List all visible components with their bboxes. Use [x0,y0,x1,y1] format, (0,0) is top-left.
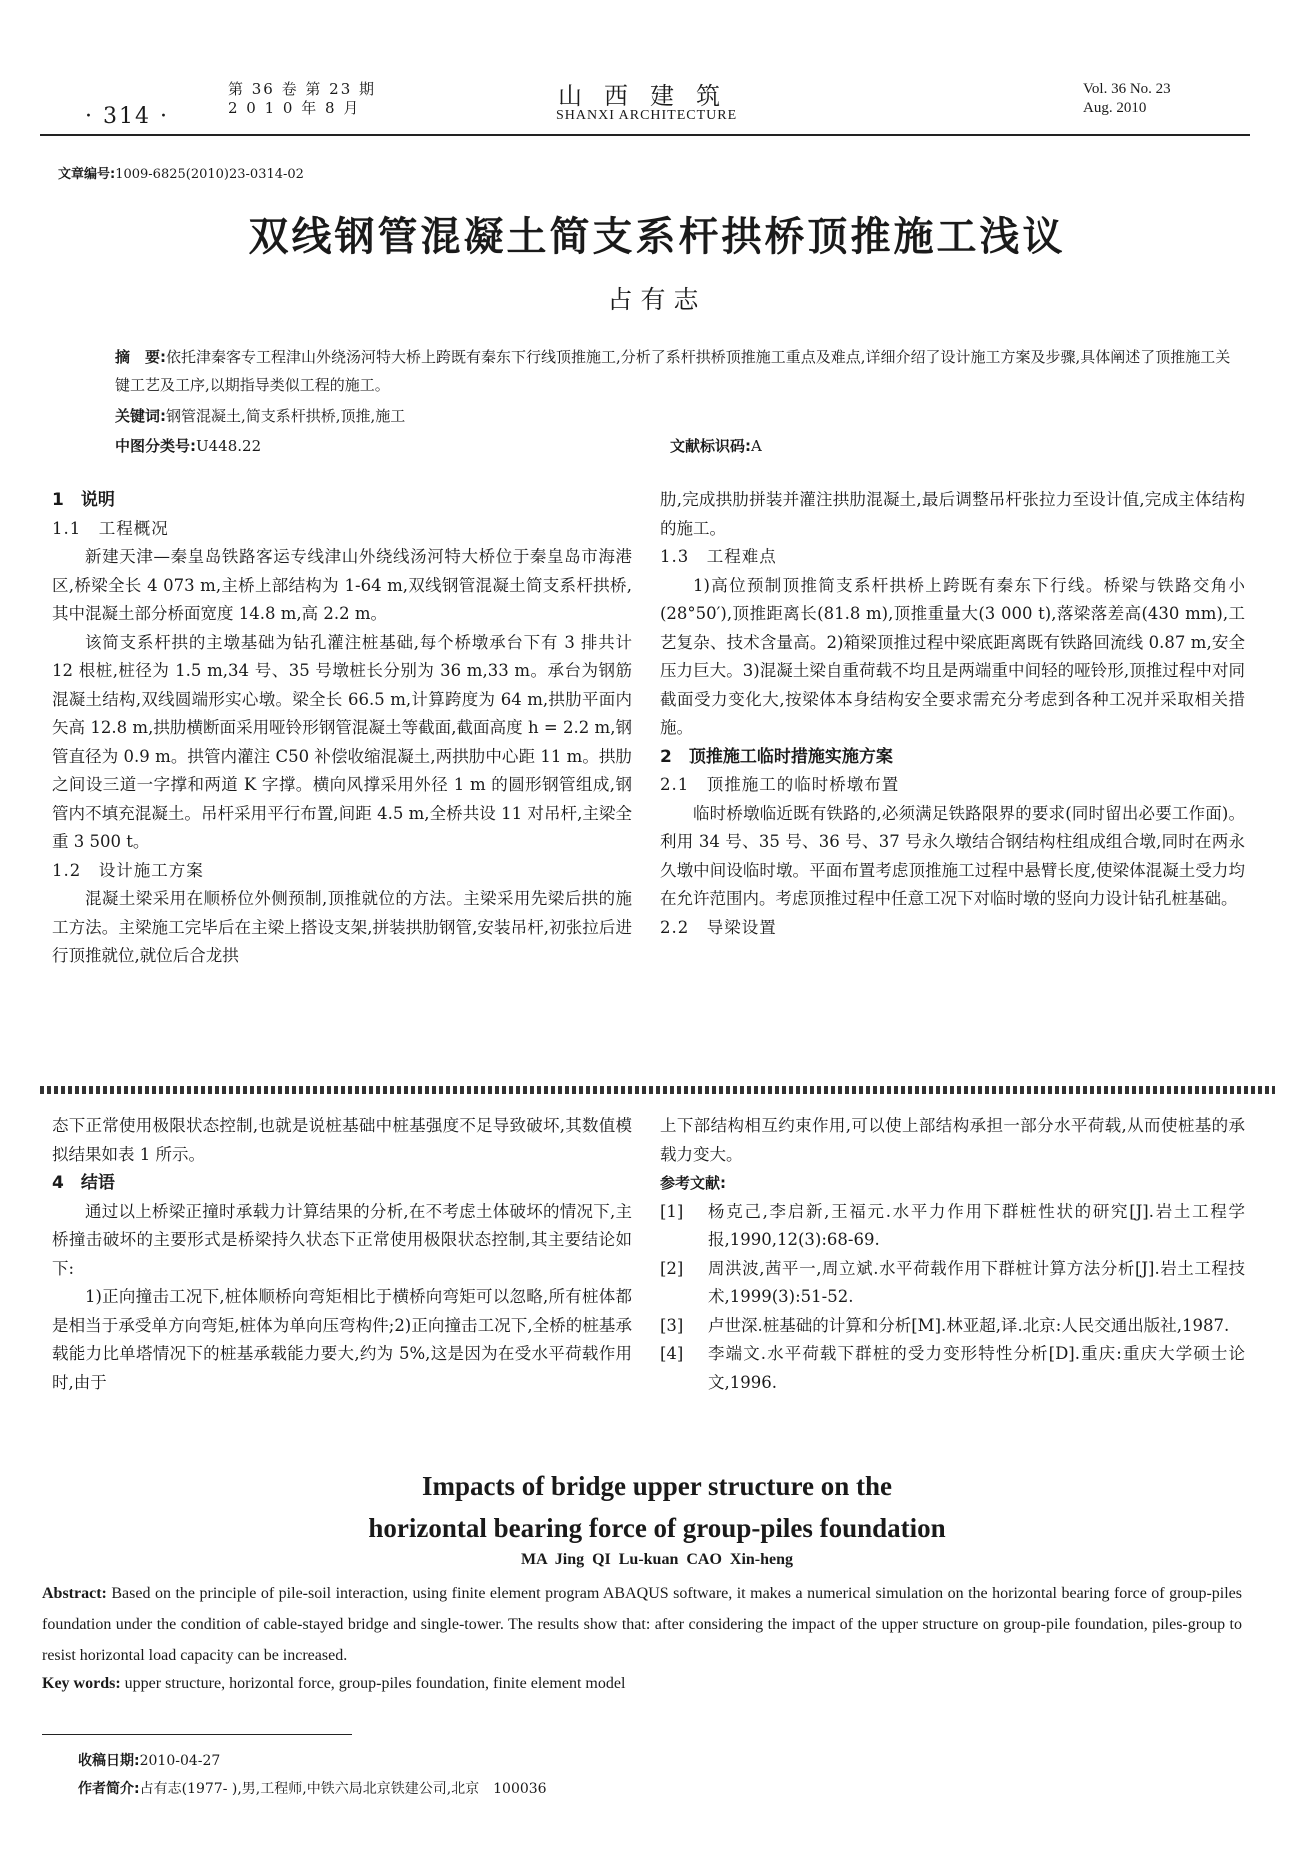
document-code-label: 文献标识码: [670,437,751,455]
paragraph: 上下部结构相互约束作用,可以使上部结构承担一部分水平荷载,从而使桩基的承载力变大。 [660,1116,1245,1164]
english-authors: MA Jing QI Lu-kuan CAO Xin-heng [520,1551,794,1568]
reference-item [660,1312,1245,1341]
keywords-label: 关键词: [115,407,166,425]
issue-info-cn [228,80,376,118]
english-title [0,1465,1314,1549]
author-bio [78,1778,547,1798]
keywords [115,405,405,426]
article-number-label: 文章编号: [58,167,116,182]
paragraph: 1)高位预制顶推简支系杆拱桥上跨既有秦东下行线。桥梁与铁路交角小(28°50′),顶推距离长(81.8 m),顶推重量大(3 000 t),落梁落差高(430 mm),工艺复杂、技术含量高。2)箱梁顶推过程中梁底距离既有铁路回流线 0.87 m,安全压力巨大。3)混凝土梁自重荷载不均且是两端重中间轻的哑铃形,顶推过程中对同截面受力变化大,按梁体本身结构安全要求需充分考虑到各种工况并采取相关措施。 [660,575,1245,737]
section-4-heading: 4 结语 [52,1173,115,1193]
received-date-label: 收稿日期: [78,1753,140,1769]
reference-text: 杨克己,李启新,王福元.水平力作用下群桩性状的研究[J].岩土工程学报,1990,12(3):68-69. [708,1201,1245,1249]
document-code-value: A [751,437,762,455]
journal-name-en: SHANXI ARCHITECTURE [556,108,738,123]
clc-value: U448.22 [196,437,262,455]
issue-info-cn-line1: 第 36 卷 第 23 期 [228,80,377,98]
section-2-heading: 2 顶推施工临时措施实施方案 [660,746,893,767]
issue-info-en-line2: Aug. 2010 [1083,100,1147,116]
paper-author: 占有志 [607,285,707,314]
footnote-rule [42,1734,352,1735]
left-column-upper [52,486,632,971]
article-number [58,163,304,182]
section-1-2-heading: 1.2 设计施工方案 [52,860,204,880]
english-keywords-text: upper structure, horizontal force, group-piles foundation, finite element model [120,1675,626,1692]
paragraph: 新建天津—秦皇岛铁路客运专线津山外绕线汤河特大桥位于秦皇岛市海港区,桥梁全长 4 073 m,主桥上部结构为 1-64 m,双线钢管混凝土简支系杆拱桥,其中混凝土部分桥面宽度 14.8 m,高 2.2 m。 [52,547,632,623]
reference-item [660,1255,1245,1312]
clc-label: 中图分类号: [115,437,196,455]
reference-number: [3] [660,1315,684,1335]
abstract-text: 依托津秦客专工程津山外绕汤河特大桥上跨既有秦东下行线顶推施工,分析了系杆拱桥顶推施工重点及难点,详细介绍了设计施工方案及步骤,具体阐述了顶推施工关键工艺及工序,以期指导类似工程的施工。 [115,348,1231,394]
issue-info-en [1083,80,1171,118]
english-abstract-label: Abstract: [42,1585,107,1602]
reference-number: [1] [660,1201,684,1221]
paragraph: 通过以上桥梁正撞时承载力计算结果的分析,在不考虑土体破坏的情况下,主桥撞击破坏的主要形式是桥梁持久状态下正常使用极限状态控制,其主要结论如下: [52,1201,632,1278]
reference-text: 李端文.水平荷载下群桩的受力变形特性分析[D].重庆:重庆大学硕士论文,1996. [708,1344,1245,1392]
paragraph: 该简支系杆拱的主墩基础为钻孔灌注桩基础,每个桥墩承台下有 3 排共计 12 根桩,桩径为 1.5 m,34 号、35 号墩桩长分别为 36 m,33 m。承台为钢筋混凝土结构,双线圆端形实心墩。梁全长 66.5 m,计算跨度为 64 m,拱肋平面内矢高 12.8 m,拱肋横断面采用哑铃形钢管混凝土等截面,截面高度 h = 2.2 m,钢管直径为 0.9 m。拱管内灌注 C50 补偿收缩混凝土,两拱肋中心距 11 m。拱肋之间设三道一字撑和两道 K 字撑。横向风撑采用外径 1 m 的圆形钢管组成,钢管内不填充混凝土。吊杆采用平行布置,间距 4.5 m,全桥共设 11 对吊杆,主梁全重 3 500 t。 [52,632,632,851]
english-abstract-text: Based on the principle of pile-soil interaction, using finite element program ABAQUS software, it makes a numerical simulation on the horizontal bearing force of group-piles foundation under the condition of cable-stayed bridge and single-tower. The results show that: after considering the impact of the upper structure on group-pile foundation, piles-group to resist horizontal load capacity can be increased. [42,1585,1242,1664]
abstract [115,343,1245,399]
paper-title: 双线钢管混凝土简支系杆拱桥顶推施工浅议 [248,214,1066,260]
reference-number: [4] [660,1344,684,1363]
received-date [78,1750,220,1770]
references-heading: 参考文献: [660,1174,726,1192]
english-abstract [42,1578,1242,1671]
section-1-3-heading: 1.3 工程难点 [660,547,777,566]
paragraph: 临时桥墩临近既有铁路的,必须满足铁路限界的要求(同时留出必要工作面)。利用 34 号、35 号、36 号、37 号永久墩结合钢结构柱组成组合墩,同时在两永久墩中间设临时墩。平面布置考虑顶推施工过程中悬臂长度,使梁体混凝土受力均在允许范围内。考虑顶推过程中任意工况下对临时墩的竖向力设计钻孔桩基础。 [660,803,1245,908]
reference-text: 周洪波,茜平一,周立斌.水平荷载作用下群桩计算方法分析[J].岩土工程技术,1999(3):51-52. [708,1258,1245,1306]
paragraph: 1)正向撞击工况下,桩体顺桥向弯矩相比于横桥向弯矩可以忽略,所有桩体都是相当于承受单方向弯矩,桩体为单向压弯构件;2)正向撞击工况下,全桥的桩基承载能力比单塔情况下的桩基承载能力要大,约为 5%,这是因为在受水平荷载作用时,由于 [52,1287,632,1392]
reference-item [660,1198,1245,1255]
english-keywords [42,1675,625,1693]
reference-number: [2] [660,1258,684,1278]
right-column-lower [660,1112,1245,1397]
issue-info-cn-line2: 2 0 1 0 年 8 月 [228,99,361,117]
reference-item [660,1340,1245,1397]
page-divider [40,1086,1275,1094]
header-rule [40,134,1250,136]
journal-name-cn: 山西建筑 [558,82,742,110]
paragraph: 肋,完成拱肋拼装并灌注拱肋混凝土,最后调整吊杆张拉力至设计值,完成主体结构的施工。 [660,490,1245,538]
document-code [670,435,762,456]
page-number: · 314 · [85,104,169,129]
left-column-lower [52,1112,632,1397]
author-bio-value: 占有志(1977- ),男,工程师,中铁六局北京铁建公司,北京 100036 [139,1781,547,1797]
article-number-value: 1009-6825(2010)23-0314-02 [115,167,304,182]
author-bio-label: 作者简介: [78,1781,140,1797]
paragraph: 态下正常使用极限状态控制,也就是说桩基础中桩基强度不足导致破坏,其数值模拟结果如表 1 所示。 [52,1116,632,1164]
section-1-heading: 1 说明 [52,490,115,510]
received-date-value: 2010-04-27 [139,1753,221,1769]
english-keywords-label: Key words: [42,1675,121,1692]
abstract-label: 摘 要: [115,348,166,366]
right-column-upper [660,486,1245,942]
section-2-2-heading: 2.2 导梁设置 [660,917,777,937]
english-title-line1: Impacts of bridge upper structure on the [422,1471,892,1501]
issue-info-en-line1: Vol. 36 No. 23 [1083,81,1171,97]
keywords-text: 钢管混凝土,简支系杆拱桥,顶推,施工 [166,407,406,425]
english-title-line2: horizontal bearing force of group-piles foundation [368,1513,946,1543]
paragraph: 混凝土梁采用在顺桥位外侧预制,顶推就位的方法。主梁采用先梁后拱的施工方法。主梁施工完毕后在主梁上搭设支架,拼装拱肋钢管,安装吊杆,初张拉后进行顶推就位,就位后合龙拱 [52,889,632,965]
clc-number [115,435,261,456]
section-2-1-heading: 2.1 顶推施工的临时桥墩布置 [660,775,900,794]
reference-text: 卢世深.桩基础的计算和分析[M].林亚超,译.北京:人民交通出版社,1987. [708,1315,1230,1335]
section-1-1-heading: 1.1 工程概况 [52,518,169,538]
